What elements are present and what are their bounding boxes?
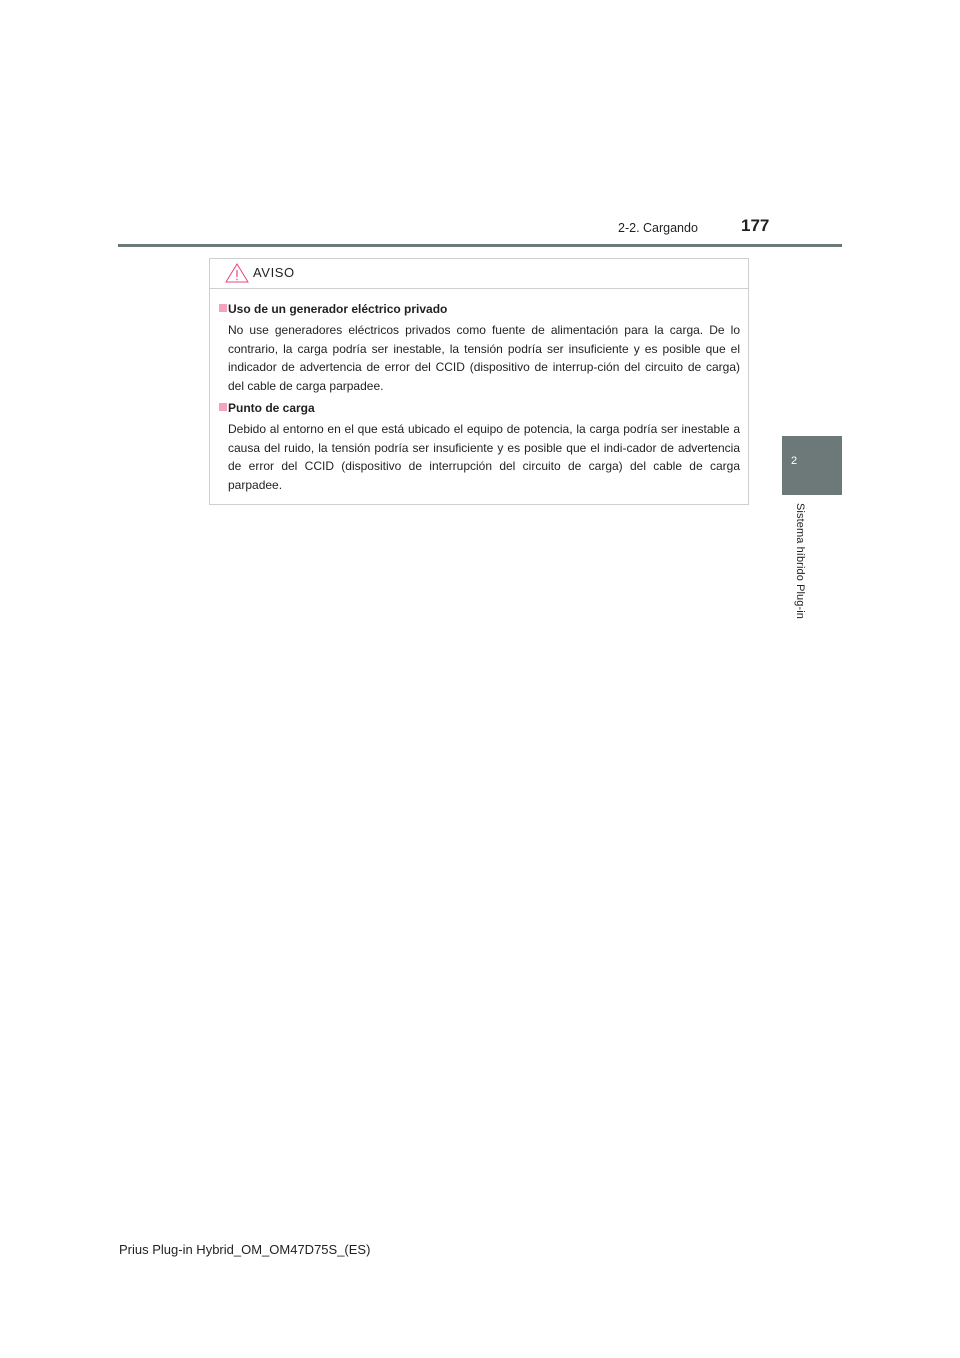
warning-item-title-text: Uso de un generador eléctrico privado: [228, 302, 448, 316]
square-bullet-icon: [219, 403, 227, 411]
warning-item-body: Debido al entorno en el que está ubicado el equipo de potencia, la carga podría ser inestable a causa del ruido, la tensión podría ser insuficiente y es posible que el indi-cador de advertencia de error del CCID (dispositivo de interrupción del circuito de carga) del cable de carga parpadee.: [228, 422, 740, 493]
header-rule: [118, 244, 842, 247]
chapter-number: 2: [790, 455, 798, 467]
warning-item: [219, 301, 740, 396]
warning-item-title: [219, 301, 740, 317]
warning-item-body: No use generadores eléctricos privados como fuente de alimentación para la carga. De lo contrario, la carga podría ser inestable, la tensión podría ser insuficiente y es posible que el indicador de advertencia de error del CCID (dispositivo de interrup-ción del circuito de carga) del cable de carga parpadee.: [228, 323, 740, 394]
warning-item-title-text: Punto de carga: [228, 401, 315, 415]
warning-label: AVISO: [253, 265, 295, 280]
warning-box: [209, 258, 749, 505]
header-section-title: 2-2. Cargando: [618, 221, 698, 235]
warning-item-title: [219, 400, 740, 416]
warning-triangle-icon: [224, 262, 250, 284]
warning-header: [210, 259, 748, 289]
chapter-title: Sistema híbrido Plug-in: [794, 503, 806, 620]
chapter-tab: [782, 436, 842, 495]
warning-item: [219, 400, 740, 495]
square-bullet-icon: [219, 304, 227, 312]
footer-document-id: Prius Plug-in Hybrid_OM_OM47D75S_(ES): [119, 1242, 371, 1257]
page-number: 177: [741, 216, 770, 235]
